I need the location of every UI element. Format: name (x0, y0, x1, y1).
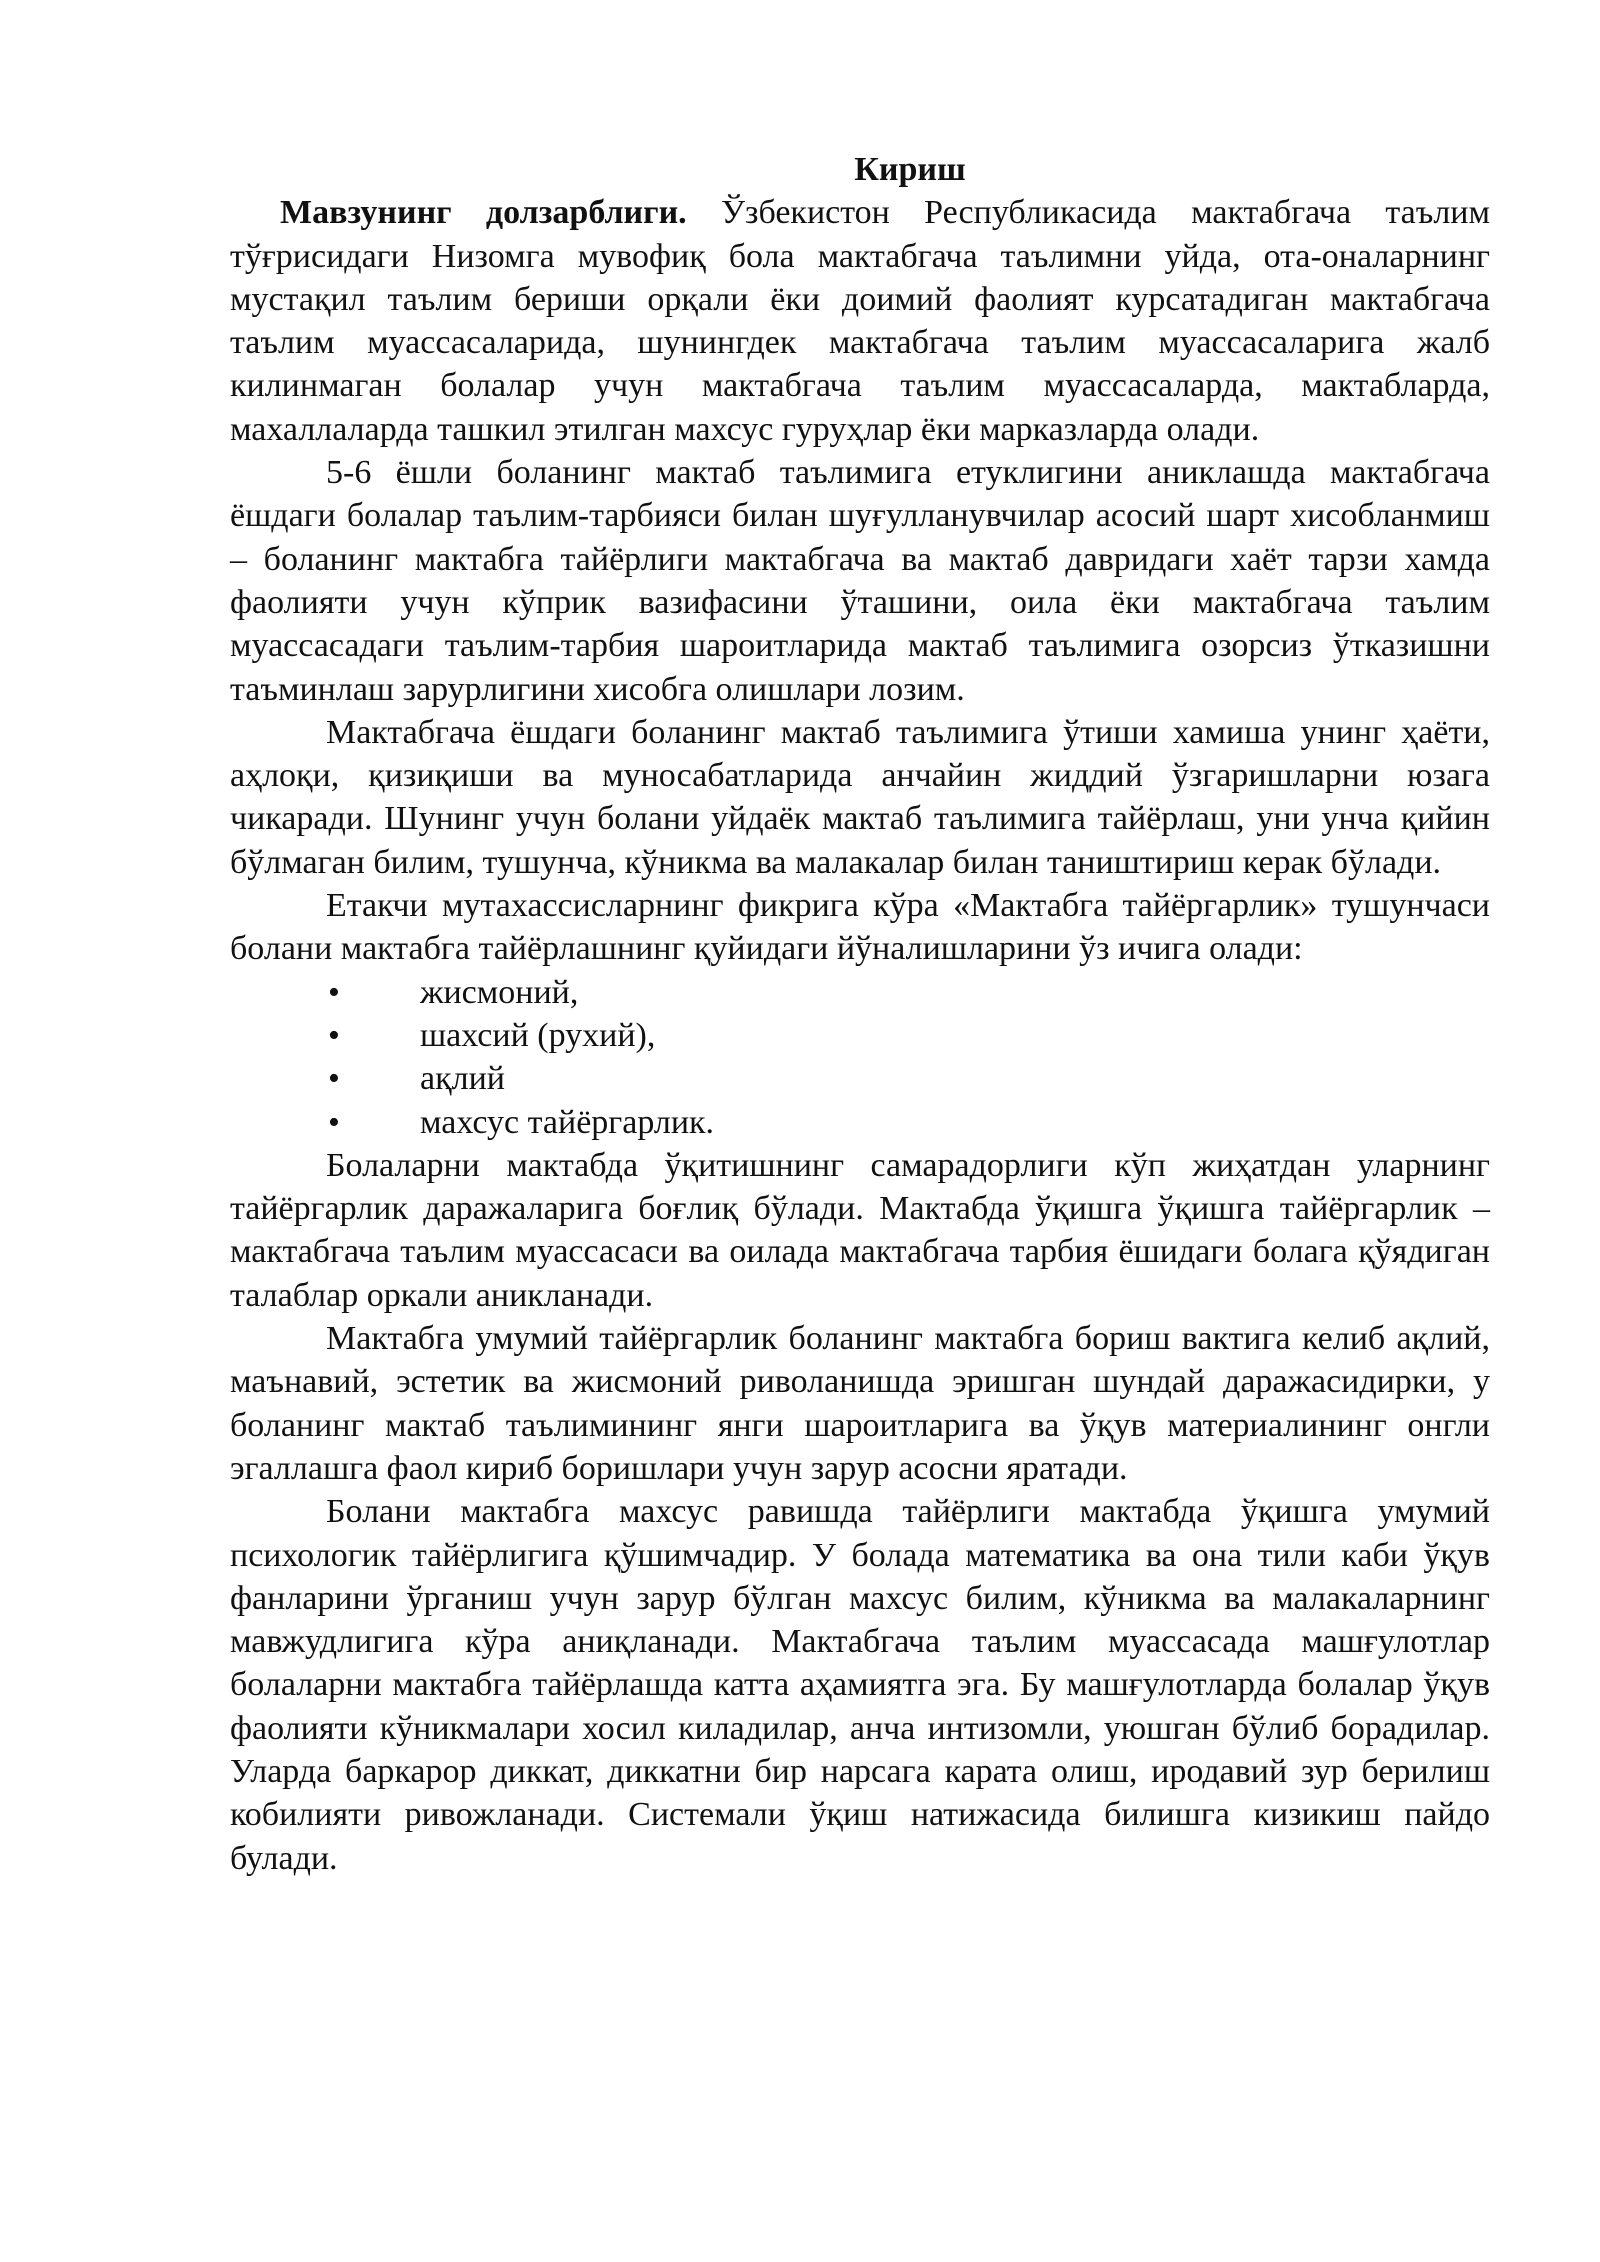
bullet-icon: • (328, 1016, 340, 1054)
bullet-icon: • (328, 973, 340, 1011)
list-item-text: ақлий (420, 1060, 505, 1098)
paragraph: Мактабга умумий тайёргарлик боланинг мактабга бориш вактига келиб ақлий, маънавий, эстетик ва жисмоний риволанишда эришган шундай даражасидирки, у боланинг мактаб таълимининг янги шароитларига ва ўқув материалининг онгли эгаллашга фаол кириб боришлари учун зарур асосни яратади. (230, 1320, 1490, 1487)
list-item (230, 971, 1490, 1014)
paragraph: Болани мактабга махсус равишда тайёрлиги мактабда ўқишга умумий психологик тайёрлигига қўшимчадир. У болада математика ва она тили каби ўқув фанларини ўрганиш учун зарур бўлган махсус билим, кўникма ва малакаларнинг мавжудлигига кўра аниқланади. Мактабгача таълим муассасада машғулотлар болаларни мактабга тайёрлашда катта аҳамиятга эга. Бу машғулотларда болалар ўқув фаолияти кўникмалари хосил киладилар, анча интизомли, уюшган бўлиб борадилар. Уларда баркарор диккат, диккатни бир нарсага карата олиш, иродавий зур берилиш кобилияти ривожланади. Системали ўқиш натижасида билишга кизикиш пайдо булади. (230, 1493, 1490, 1877)
list-item (230, 1057, 1490, 1100)
paragraph: Етакчи мутахассисларнинг фикрига кўра «Мактабга тайёргарлик» тушунчаси болани мактабга тайёрлашнинг қуйидаги йўналишларини ўз ичига олади: (230, 887, 1490, 968)
list-item-text: шахсий (рухий), (420, 1016, 656, 1054)
readiness-list (230, 971, 1490, 1144)
paragraph-relevance (230, 191, 1490, 451)
list-item-text: жисмоний, (420, 973, 579, 1011)
paragraph: Болаларни мактабда ўқитишнинг самарадорлиги кўп жиҳатдан уларнинг тайёргарлик даражаларига боғлиқ бўлади. Мактабда ўқишга ўқишга тайёргарлик – мактабгача таълим муассасаси ва оилада мактабгача тарбия ёшидаги болага қўядиган талаблар оркали аникланади. (230, 1146, 1490, 1314)
list-item-text: махсус тайёргарлик. (420, 1103, 715, 1141)
list-item (230, 1101, 1490, 1144)
paragraph: 5-6 ёшли боланинг мактаб таълимига етуклигини аниклашда мактабгача ёшдаги болалар таълим-тарбияси билан шуғулланувчилар асосий шарт хисобланмиш – боланинг мактабга тайёрлиги мактабгача ва мактаб давридаги хаёт тарзи хамда фаолияти учун кўприк вазифасини ўташини, оила ёки мактабгача таълим муассасадаги таълим-тарбия шароитларида мактаб таълимига озорсиз ўтказишни таъминлаш зарурлигини хисобга олишлари лозим. (230, 454, 1490, 708)
paragraph-lead: Мавзунинг долзарблиги. (280, 194, 687, 232)
paragraph-text: Ўзбекистон Республикасида мактабгача таълим тўғрисидаги Низомга мувофиқ бола мактабгача таълимни уйда, ота-оналарнинг мустақил таълим бериши орқали ёки доимий фаолият курсатадиган мактабгача таълим муассасаларида, шунингдек мактабгача таълим муассасаларига жалб килинмаган болалар учун мактабгача таълим муассасаларда, мактабларда, махаллаларда ташкил этилган махсус гуруҳлар ёки марказларда олади. (230, 194, 1490, 448)
bullet-icon: • (328, 1060, 340, 1098)
paragraph: Мактабгача ёшдаги боланинг мактаб таълимига ўтиши хамиша унинг ҳаёти, аҳлоқи, қизиқиши ва муносабатларида анчайин жиддий ўзгаришларни юзага чикаради. Шунинг учун болани уйдаёк мактаб таълимига тайёрлаш, уни унча қийин бўлмаган билим, тушунча, кўникма ва малакалар билан таништириш керак бўлади. (230, 713, 1490, 881)
document-body (230, 148, 1490, 1880)
document-title: Кириш (854, 151, 966, 188)
list-item (230, 1014, 1490, 1057)
bullet-icon: • (328, 1103, 340, 1141)
